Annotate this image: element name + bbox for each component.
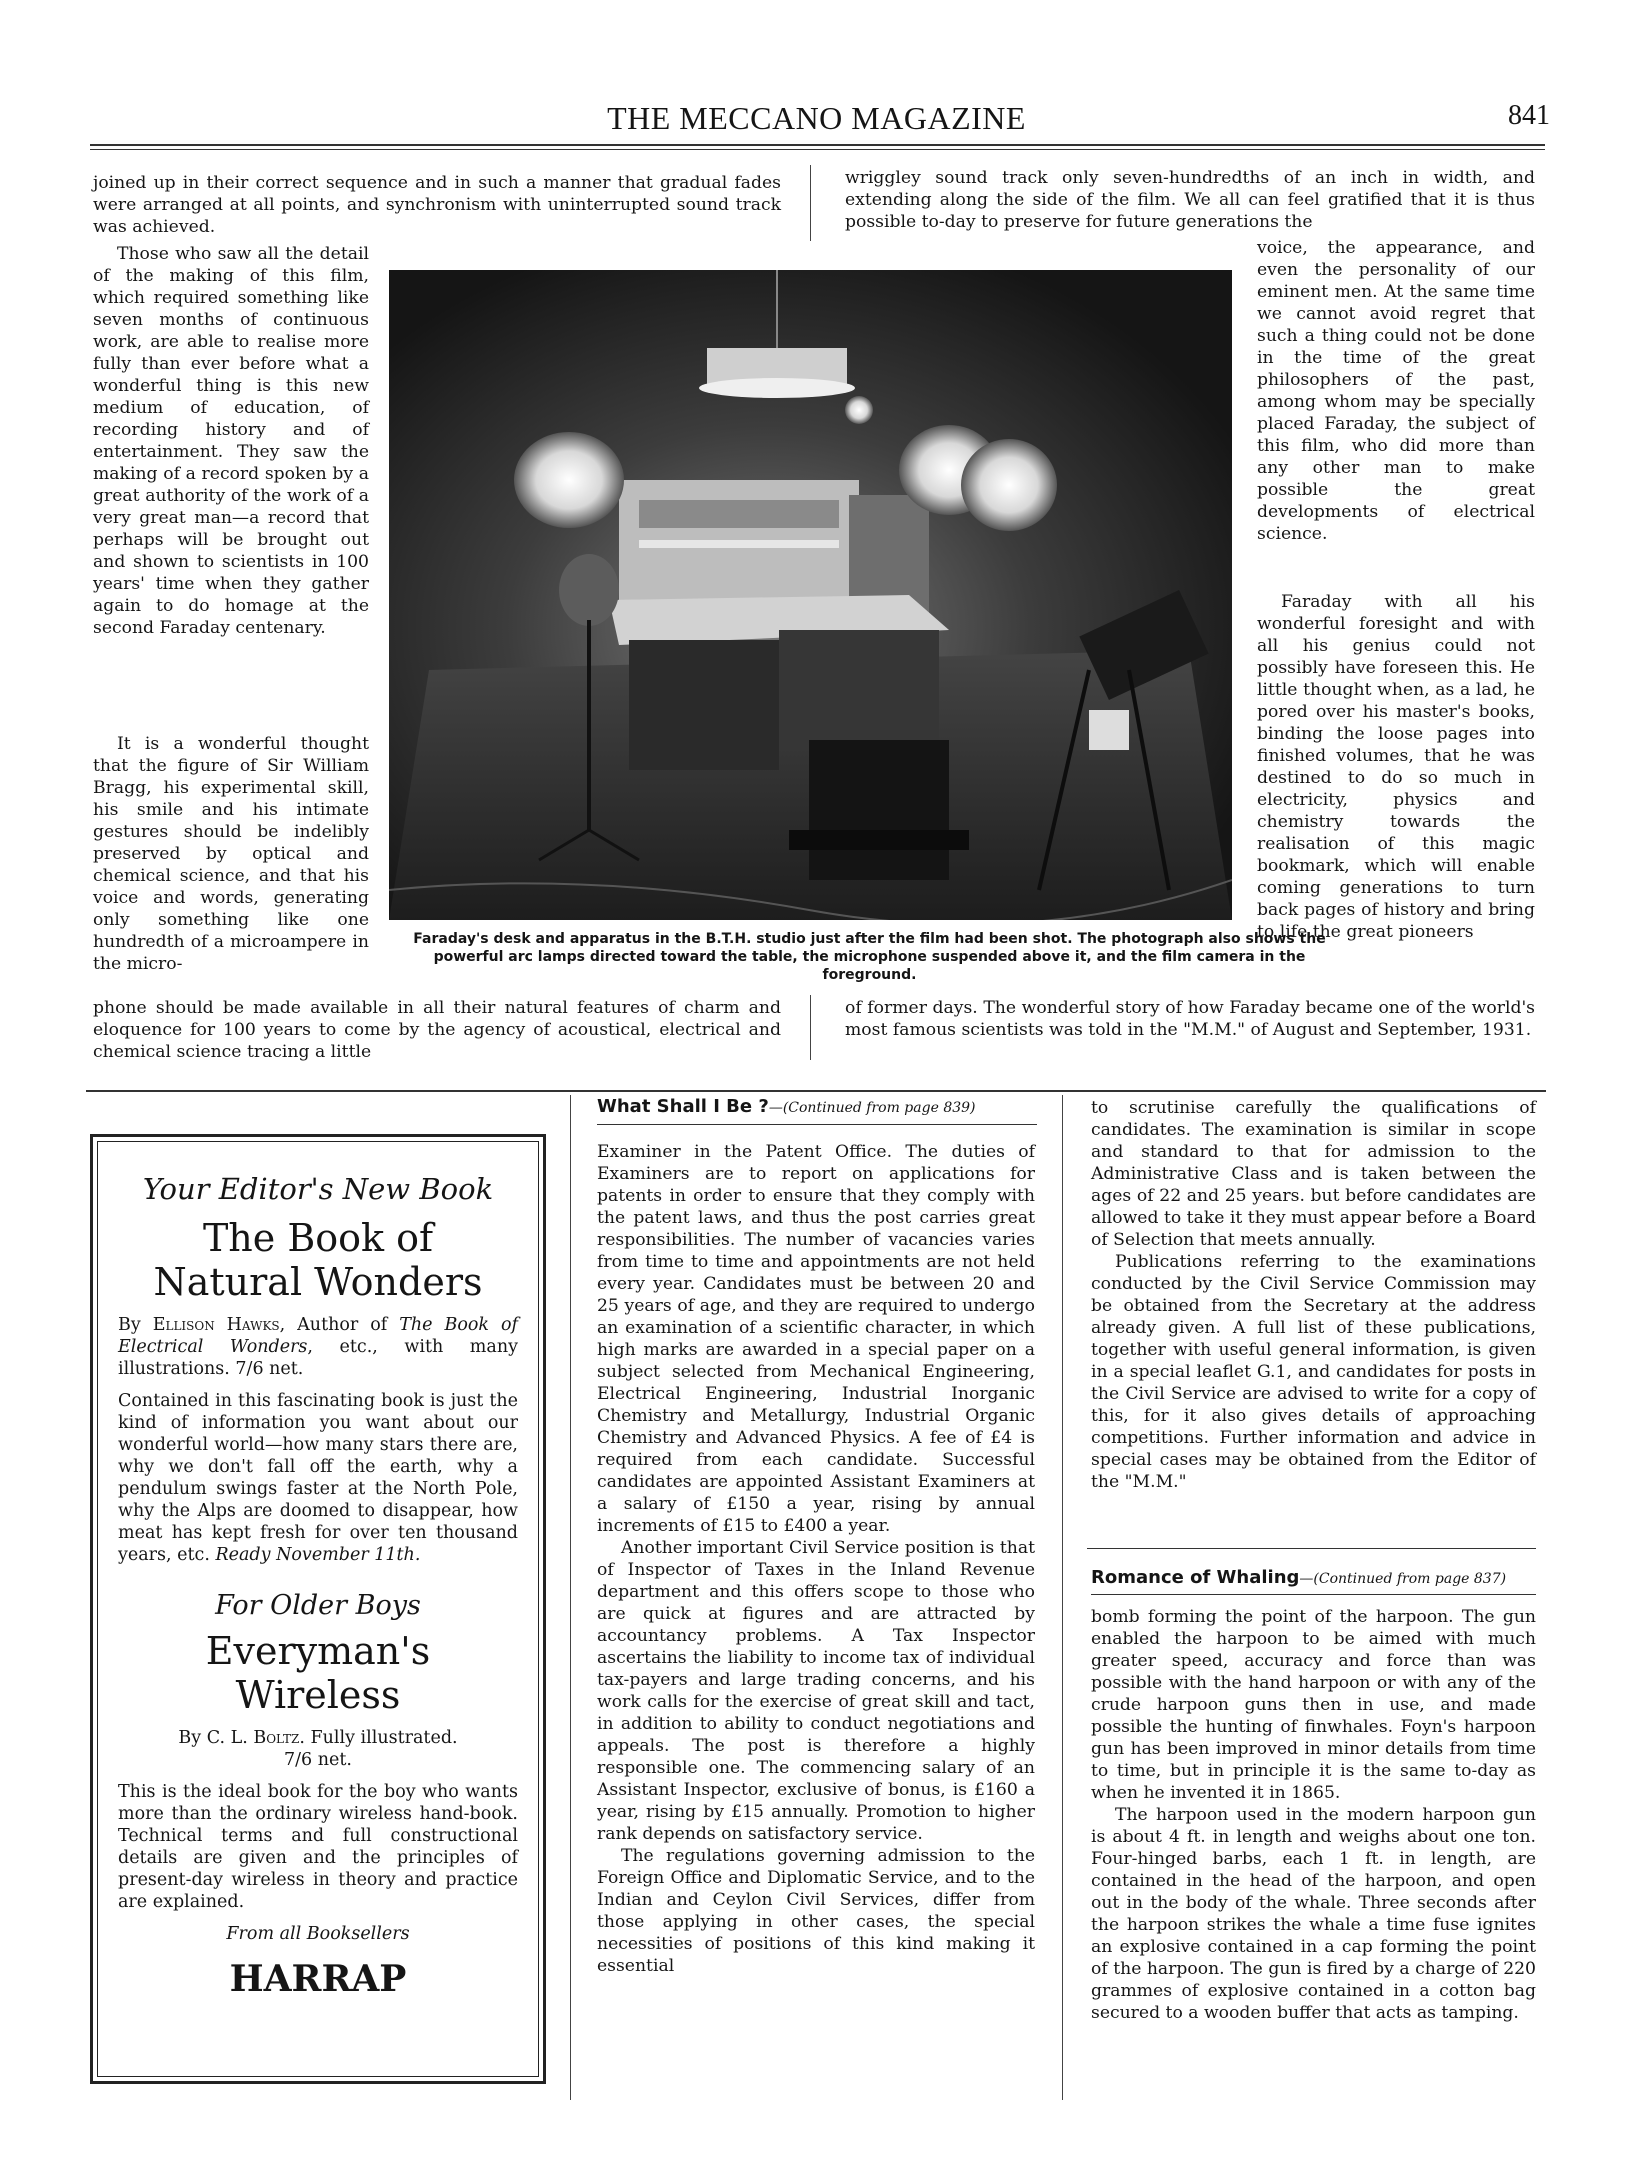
whaling-para1: bomb forming the point of the harpoon. The gun enabled the harpoon to be aimed with much greater speed, accuracy and force than was possible with the hand harpoon or with any of the crude harpoon guns then in use, and made possible the hunting of finwhales. Foyn's harpoon gun has been improved in minor details from time to time, but in principle it is the same to-day as when he invented it in 1865. [1091,1607,1536,1803]
book1-description [118,1390,518,1566]
book2-author: C. L. Boltz [206,1728,300,1748]
article-text-right-para2: Faraday with all his wonderful foresight and with all his genius could not possibly have foreseen this. He little thought when, as a lad, he pored over his master's books, binding the loose pages into finished volumes, that he was destined to do so much in electricity, physics and chemistry towards the realisation of this magic bookmark, which will enable coming generations to turn back pages of history and bring to life the great pioneers [1257,592,1535,942]
romance-of-whaling-continued: —(Continued from page 837) [1299,1571,1507,1587]
book1-title-line1: The Book of [202,1216,434,1260]
what-shall-i-be-para1: Examiner in the Patent Office. The duties of Examiners are to report on applications for patents in order to ensure that they comply with the patent laws, and thus the post carries great responsibilities. The number of vacancies varies from time to time and appointments are not held every year. Candidates must be between 20 and 25 years of age, and they are required to undergo an examination of a scientific character, in which high marks are awarded in a special paper on a subject selected from Mechanical Engineering, Electrical Engineering, Industrial Inorganic Chemistry and Metallurgy, Industrial Organic Chemistry and Advanced Physics. A fee of £4 is required from each candidate. Successful candidates are appointed Assistant Examiners at a salary of £150 a year, rising by annual increments of £15 to £400 a year. [597,1142,1035,1536]
studio-photo-illustration [389,270,1232,920]
what-shall-i-be-continuation [1091,1097,1536,1493]
column-rule-bottom [810,995,811,1060]
what-shall-i-be-body [597,1141,1035,1977]
header-rule [90,144,1545,146]
what-shall-i-be-col2-para2: Publications referring to the examinations conducted by the Civil Service Commission may be obtained from the Secretary at the address already given. A full list of these publications, together with useful general information, is given in a special leaflet G.1, and candidates for posts in the Civil Service are advised to write for a copy of this, for it also gives details of approaching competitions. Further information and advice in special cases may be obtained from the Editor of the "M.M." [1091,1252,1536,1492]
article-text-bottom-right: of former days. The wonderful story of how Faraday became one of the world's most famous scientists was told in the "M.M." of August and September, 1931. [845,998,1535,1040]
book1-byline [118,1314,518,1380]
column-rule-top [810,165,811,241]
whaling-top-rule [1087,1548,1536,1549]
booksellers-note: From all Booksellers [226,1924,410,1944]
article-text-bottom-left: phone should be made available in all their natural features of charm and eloquence for 100 years to come by the agency of acoustical, electrical and chemical science tracing a little [93,998,781,1062]
book1-description-main: Contained in this fascinating book is just the kind of information you want about our wonderful world—how many stars there are, why we don't fall off the earth, why a pendulum swings faster at the North Pole, why the Alps are doomed to disappear, how meat has kept fresh for over ten thousand years, etc. [118,1391,518,1565]
book1-byline-rest: , Author of [279,1315,388,1335]
advert-heading-older-boys: For Older Boys [215,1590,421,1621]
romance-of-whaling-title: Romance of Whaling [1091,1567,1300,1588]
article-text-left-para1: Those who saw all the detail of the making of this film, which required something like seven months of continuous work, are able to realise more fully than ever before what a wonderful thing is this new medium of education, of recording history and of entertainment. They saw the making of a record spoken by a great authority of the work of a very great man—a record that perhaps will be brought out and shown to scientists in 100 years' time when they gather again to do homage at the second Faraday centenary. [93,244,369,638]
article-text-right-para1: voice, the appearance, and even the personality of our eminent men. At the same time we cannot avoid regret that such a thing could not be done in the time of the great philosophers of the past, among whom may be specially placed Faraday, the subject of this film, who did more than any other man to make possible the great developments of electrical science. [1257,238,1535,544]
book2-description: This is the ideal book for the boy who wants more than the ordinary wireless hand-book. Technical terms and full constructional details are given and the principles of present-day wireless in theory and practice are explained. [118,1782,518,1912]
studio-photograph [389,270,1232,920]
what-shall-i-be-title: What Shall I Be ? [597,1096,769,1117]
book-advertisement [118,1172,518,2001]
book2-title-line1: Everyman's [205,1629,431,1673]
book2-title-line2: Wireless [235,1673,401,1717]
photo-caption: Faraday's desk and apparatus in the B.T.H. studio just after the film had been shot. The photograph also shows the powerful arc lamps directed toward the table, the microphone suspended above it, and the film camera in the foreground. [413,931,1326,983]
book2-byline-rest: . Fully illustrated. [299,1728,458,1748]
romance-of-whaling-heading [1091,1567,1536,1588]
book1-other-rest: , etc., with many illustrations. 7/6 net. [118,1337,518,1379]
column-rule-left [570,1095,571,2100]
article-text-left-para2: It is a wonderful thought that the figure of Sir William Bragg, his experimental skill, his smile and his intimate gestures should be indelibly preserved by optical and chemical science, and that his voice and words, generating only something like one hundredth of a microampere in the micro- [93,734,369,974]
page-number: 841 [1508,100,1550,131]
book1-byline-by: By [118,1315,153,1335]
column-rule-right [1062,1095,1063,2100]
what-shall-i-be-col2-para1: to scrutinise carefully the qualifications of candidates. The examination is similar in scope and standard to that for admission to the Administrative Class and is taken between the ages of 22 and 25 years. but before candidates are allowed to take it they must appear before a Board of Selection that meets annually. [1091,1098,1536,1250]
advert-heading-editors-book: Your Editor's New Book [142,1172,494,1206]
header-rule-thin [90,149,1545,150]
book1-other-title: The Book of Electrical Wonders [118,1315,518,1357]
heading-rule-what-shall-i-be [597,1124,1037,1125]
romance-of-whaling-body [1091,1606,1536,2024]
book2-price: 7/6 net. [284,1750,352,1770]
book2-byline-by: By [178,1728,207,1748]
magazine-title: THE MECCANO MAGAZINE [607,100,1026,136]
whaling-para2: The harpoon used in the modern harpoon gun is about 4 ft. in length and weighs about one ton. Four-hinged barbs, each 1 ft. in length, are contained in the head of the harpoon, and open out in the body of the whale. Three seconds after the harpoon strikes the whale a time fuse ignites an explosive contained in a cap forming the point of the harpoon. The gun is fired by a charge of 220 grammes of explosive contained in a cotton bag secured to a wooden buffer that acts as tamping. [1091,1805,1536,2023]
what-shall-i-be-para3: The regulations governing admission to the Foreign Office and Diplomatic Service, and to the Indian and Ceylon Civil Services, differ from those applying in other cases, the special necessities of positions of this kind making it essential [597,1846,1035,1976]
what-shall-i-be-para2: Another important Civil Service position is that of Inspector of Taxes in the Inland Revenue department and this offers scope to those who are quick at figures and are attracted by accountancy problems. A Tax Inspector ascertains the liability to income tax of individual tax-payers and large trading concerns, and his work calls for the exercise of great skill and tact, in addition to ability to conduct negotiations and appeals. The post is therefore a highly responsible one. The commencing salary of an Assistant Inspector, exclusive of bonus, is £160 a year, rising by £15 annually. Promotion to higher rank depends on satisfactory service. [597,1538,1035,1844]
book1-ready-date: Ready November 11th. [215,1545,421,1565]
article-text-col2-intro: wriggley sound track only seven-hundredths of an inch in width, and extending along the side of the film. We all can feel gratified that it is thus possible to-day to preserve for future generations the [845,168,1535,232]
publisher-name: HARRAP [229,1958,407,2000]
heading-rule-whaling [1091,1594,1536,1595]
section-divider [86,1090,1546,1092]
what-shall-i-be-continued: —(Continued from page 839) [768,1100,976,1116]
what-shall-i-be-heading [597,1096,1037,1117]
book1-title-line2: Natural Wonders [153,1260,483,1304]
book1-author: Ellison Hawks [152,1315,280,1335]
article-text-col1-intro: joined up in their correct sequence and in such a manner that gradual fades were arranged at all points, and synchronism with uninterrupted sound track was achieved. [93,173,781,237]
book2-byline [118,1727,518,1749]
